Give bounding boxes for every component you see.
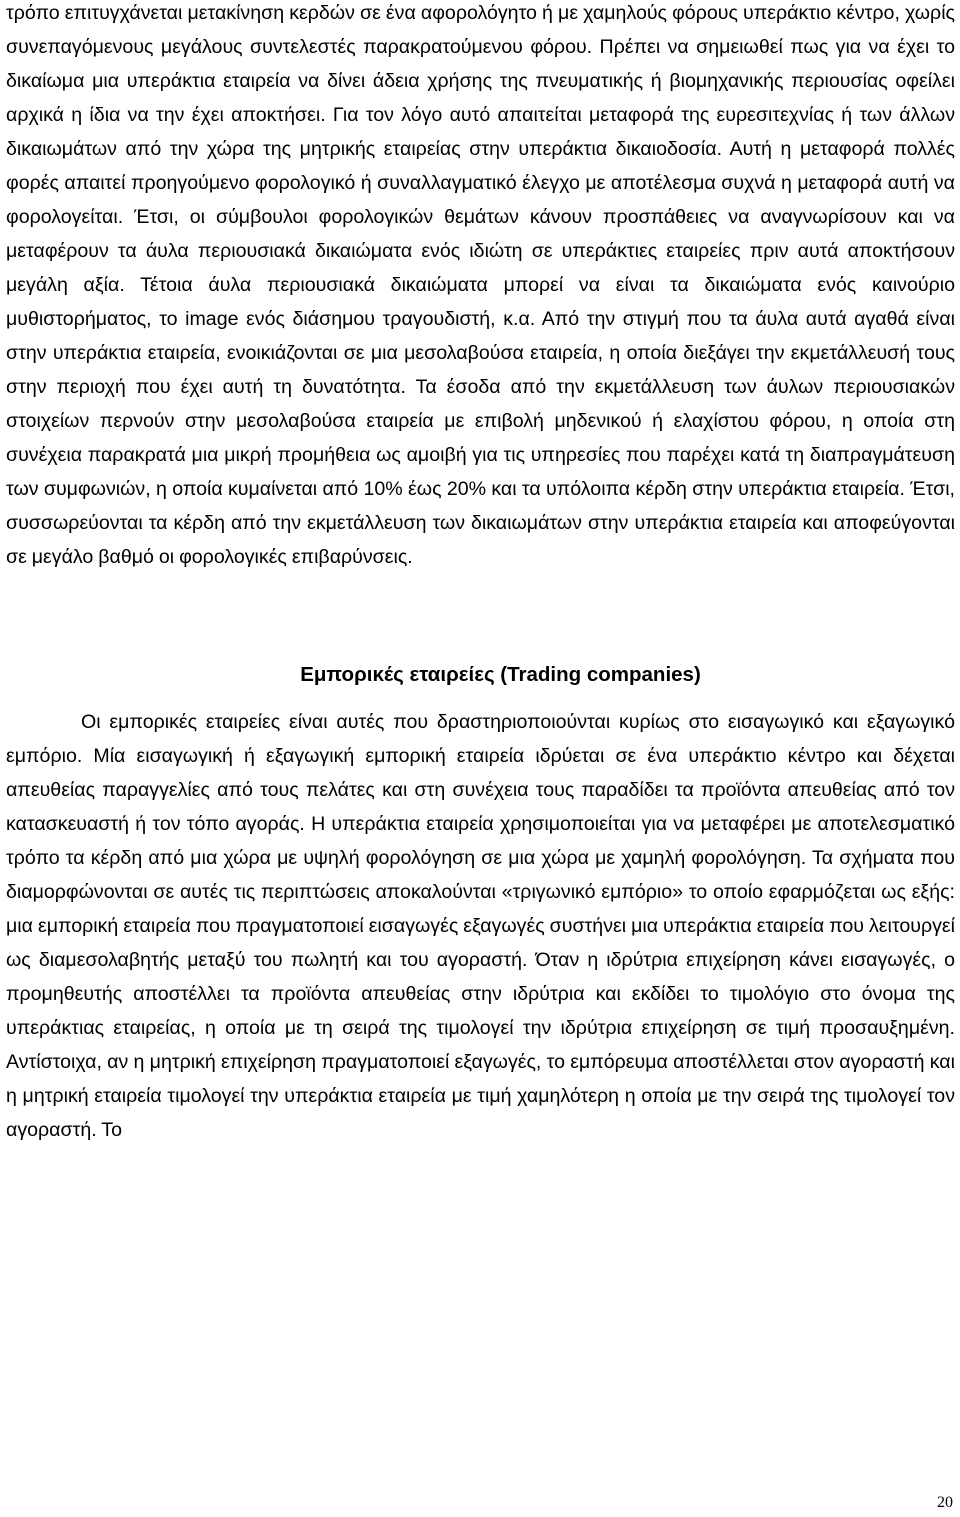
body-paragraph: τρόπο επιτυγχάνεται μετακίνηση κερδών σε ένα αφορολόγητο ή με χαμηλούς φόρους υπεράκτιο κέντρο, χωρίς συνεπαγόμενους μεγάλους συντελεστές παρακρατούμενου φόρου. Πρέπει να σημειωθεί πως για να έχει το δικαίωμα μια υπεράκτια εταιρεία να δίνει άδεια χρήσης της πνευματικής ή βιομηχανικής περιουσίας οφείλει αρχικά η ίδια να την έχει αποκτήσει. Για τον λόγο αυτό απαιτείται μεταφορά της ευρεσιτεχνίας ή των άλλων δικαιωμάτων από την χώρα της μητρικής εταιρείας στην υπεράκτια δικαιοδοσία. Αυτή η μεταφορά πολλές φορές απαιτεί προηγούμενο φορολογικό ή συναλλαγματικό έλεγχο με αποτέλεσμα συχνά η μεταφορά αυτή να φορολογείται. Έτσι, οι σύμβουλοι φορολογικών θεμάτων κάνουν προσπάθειες να αναγνωρίσουν και να μεταφέρουν τα άυλα περιουσιακά δικαιώματα ενός ιδιώτη σε υπεράκτιες εταιρείες πριν αυτά αποκτήσουν μεγάλη αξία. Τέτοια άυλα περιουσιακά δικαιώματα μπορεί να είναι τα δικαιώματα ενός καινούριο μυθιστορήματος, το image ενός διάσημου τραγουδιστή, κ.α. Από την στιγμή που τα άυλα αυτά αγαθά είναι στην υπεράκτια εταιρεία, ενοικιάζονται σε μια μεσολαβούσα εταιρεία, η οποία διεξάγει την εκμετάλλευσή τους στην περιοχή που έχει αυτή τη δυνατότητα. Τα έσοδα από την εκμετάλλευση των άυλων περιουσιακών στοιχείων περνούν στην μεσολαβούσα εταιρεία με επιβολή μηδενικού ή ελαχίστου φόρου, η οποία στη συνέχεια παρακρατά μια μικρή προμήθεια ως αμοιβή για τις υπηρεσίες που παρέχει κατά τη διαπραγμάτευση των συμφωνιών, η οποία κυμαίνεται από 10% έως 20% και τα υπόλοιπα κέρδη στην υπεράκτια εταιρεία. Έτσι, συσσωρεύονται τα κέρδη από την εκμετάλλευση των δικαιωμάτων στην υπεράκτια εταιρεία και αποφεύγονται σε μεγάλο βαθμό οι φορολογικές επιβαρύνσεις.	[6, 2, 955, 568]
document-page	[6, 0, 955, 1147]
page-number: 20	[937, 1494, 953, 1511]
section-heading: Εμπορικές εταιρείες (Trading companies)	[300, 663, 701, 686]
body-paragraph: Οι εμπορικές εταιρείες είναι αυτές που δραστηριοποιούνται κυρίως στο εισαγωγικό και εξαγωγικό εμπόριο. Μία εισαγωγική ή εξαγωγική εμπορική εταιρεία ιδρύεται σε ένα υπεράκτιο κέντρο και δέχεται απευθείας παραγγελίες από τους πελάτες και στη συνέχεια τους παραδίδει τα προϊόντα απευθείας από τον κατασκευαστή ή τον τόπο αγοράς. Η υπεράκτια εταιρεία χρησιμοποιείται για να μεταφέρει με αποτελεσματικό τρόπο τα κέρδη από μια χώρα με υψηλή φορολόγηση σε μια χώρα με χαμηλή φορολόγηση. Τα σχήματα που διαμορφώνονται σε αυτές τις περιπτώσεις αποκαλούνται «τριγωνικό εμπόριο» το οποίο εφαρμόζεται ως εξής: μια εμπορική εταιρεία που πραγματοποιεί εισαγωγές εξαγωγές συστήνει μια υπεράκτια εταιρεία που λειτουργεί ως διαμεσολαβητής μεταξύ του πωλητή και του αγοραστή. Όταν η ιδρύτρια επιχείρηση κάνει εισαγωγές, ο προμηθευτής αποστέλλει τα προϊόντα απευθείας στην ιδρύτρια και εκδίδει το τιμολόγιο στο όνομα της υπεράκτιας εταιρείας, η οποία με τη σειρά της τιμολογεί την ιδρύτρια επιχείρηση σε τιμή προσαυξημένη. Αντίστοιχα, αν η μητρική επιχείρηση πραγματοποιεί εξαγωγές, το εμπόρευμα αποστέλλεται στον αγοραστή και η μητρική εταιρεία τιμολογεί την υπεράκτια εταιρεία με τιμή χαμηλότερη η οποία με την σειρά της τιμολογεί τον αγοραστή. Το	[6, 711, 955, 1141]
